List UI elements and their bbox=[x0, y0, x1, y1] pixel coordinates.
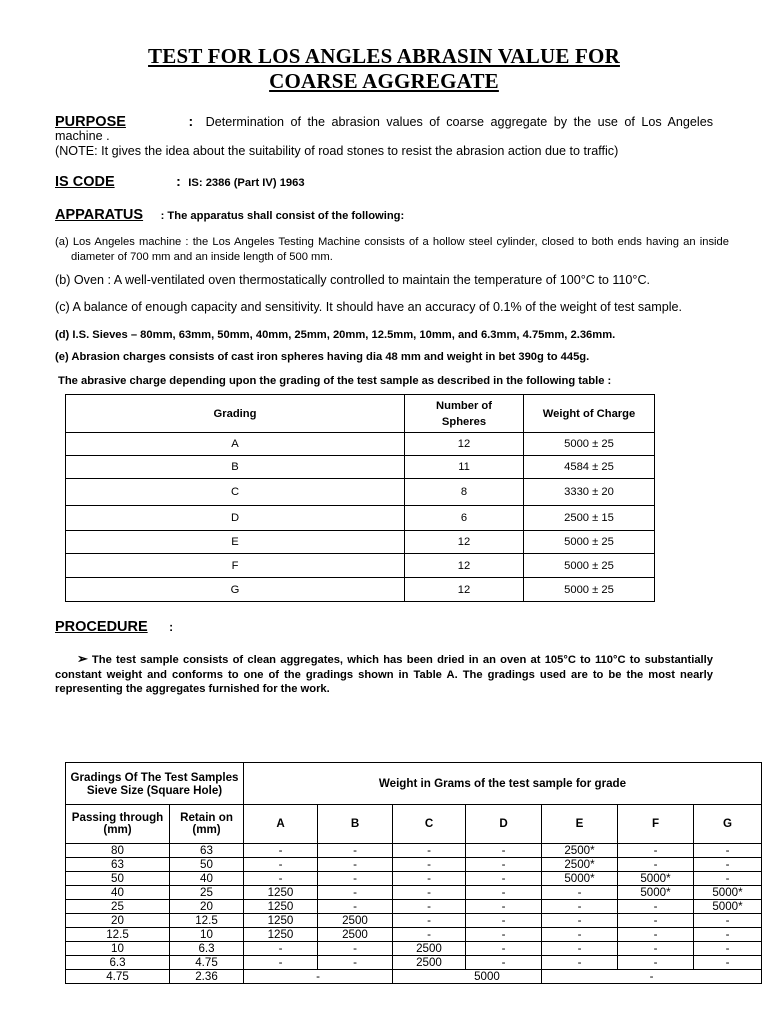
spheres-cell: 12 bbox=[405, 554, 524, 578]
retain-cell: 4.75 bbox=[170, 956, 244, 970]
apparatus-intro: : The apparatus shall consist of the following: bbox=[160, 210, 405, 222]
grading-table-header-row bbox=[66, 763, 762, 805]
charge-table-header-row bbox=[66, 395, 655, 433]
weight-cell: 1250 bbox=[244, 886, 318, 900]
table-row bbox=[66, 872, 762, 886]
table-row bbox=[66, 970, 762, 984]
weight-cell: 2500 bbox=[318, 914, 393, 928]
purpose-colon: : bbox=[188, 113, 194, 129]
apparatus-label: APPARATUS bbox=[55, 207, 144, 223]
retain-cell: 6.3 bbox=[170, 942, 244, 956]
weight-cell: - bbox=[244, 942, 318, 956]
weight-cell: - bbox=[244, 956, 318, 970]
weight-cell: 2500 bbox=[393, 956, 466, 970]
weight-cell: 2500 bbox=[318, 928, 393, 942]
arrow-bullet-icon: ➢ bbox=[77, 651, 88, 666]
passing-cell: 80 bbox=[66, 844, 170, 858]
retain-cell: 20 bbox=[170, 900, 244, 914]
grading-cell: E bbox=[66, 531, 405, 554]
passing-cell: 12.5 bbox=[66, 928, 170, 942]
weight-cell: - bbox=[244, 872, 318, 886]
passing-cell: 63 bbox=[66, 858, 170, 872]
apparatus-item-e: (e) Abrasion charges consists of cast iron spheres having dia 48 mm and weight in bet 390g to 445g. bbox=[55, 351, 590, 363]
weight-cell: - bbox=[393, 844, 466, 858]
weight-cell: - bbox=[618, 942, 694, 956]
page-title bbox=[0, 44, 768, 94]
grading-table-subheader-row bbox=[66, 805, 762, 844]
header-number-of-spheres: Number of Spheres bbox=[405, 395, 524, 433]
weight-cell: - bbox=[466, 844, 542, 858]
table-row bbox=[66, 844, 762, 858]
weight-cell: - bbox=[694, 844, 762, 858]
weight-cell: 5000* bbox=[618, 872, 694, 886]
table-row bbox=[66, 456, 655, 479]
weight-cell: - bbox=[542, 942, 618, 956]
weight-cell: - bbox=[393, 858, 466, 872]
charge-cell: 2500 ± 15 bbox=[524, 506, 655, 531]
weight-cell: - bbox=[318, 872, 393, 886]
procedure-colon: : bbox=[169, 620, 174, 634]
apparatus-item-b: (b) Oven : A well-ventilated oven thermostatically controlled to maintain the temperature of 100°C to 110°C. bbox=[55, 273, 651, 287]
weight-cell: - bbox=[542, 900, 618, 914]
table-row bbox=[66, 914, 762, 928]
grade-e-header: E bbox=[542, 805, 618, 844]
weight-cell: - bbox=[244, 844, 318, 858]
grading-cell: A bbox=[66, 433, 405, 456]
purpose-text: Determination of the abrasion values of coarse aggregate by the use of Los Angeles machine . bbox=[55, 115, 714, 143]
retain-on-header: Retain on (mm) bbox=[170, 805, 244, 844]
passing-cell: 4.75 bbox=[66, 970, 170, 984]
spheres-cell: 12 bbox=[405, 578, 524, 602]
weight-cell: - bbox=[618, 928, 694, 942]
table-row bbox=[66, 928, 762, 942]
sieve-size-group-header: Gradings Of The Test Samples Sieve Size (Square Hole) bbox=[66, 763, 244, 805]
charge-cell: 5000 ± 25 bbox=[524, 433, 655, 456]
weight-cell: - bbox=[618, 900, 694, 914]
is-code-value: IS: 2386 (Part IV) 1963 bbox=[188, 177, 305, 189]
retain-cell: 10 bbox=[170, 928, 244, 942]
weight-cell: 5000* bbox=[694, 900, 762, 914]
weight-cell: - bbox=[466, 928, 542, 942]
spheres-cell: 8 bbox=[405, 479, 524, 506]
table-row bbox=[66, 479, 655, 506]
passing-cell: 20 bbox=[66, 914, 170, 928]
abrasive-charge-table bbox=[65, 394, 655, 602]
charge-cell: 5000 ± 25 bbox=[524, 554, 655, 578]
weight-cell: - bbox=[466, 872, 542, 886]
table-row bbox=[66, 433, 655, 456]
weight-cell: - bbox=[244, 858, 318, 872]
is-code-label: IS CODE bbox=[55, 174, 115, 190]
spheres-cell: 12 bbox=[405, 531, 524, 554]
weight-cell: - bbox=[318, 844, 393, 858]
grading-cell: C bbox=[66, 479, 405, 506]
weight-cell: - bbox=[694, 956, 762, 970]
weight-cell: - bbox=[694, 928, 762, 942]
table-row bbox=[66, 858, 762, 872]
weight-cell: - bbox=[393, 914, 466, 928]
weight-cell: - bbox=[694, 872, 762, 886]
weight-cell: - bbox=[466, 858, 542, 872]
title-line-1: TEST FOR LOS ANGLES ABRASIN VALUE FOR bbox=[148, 44, 620, 68]
retain-cell: 25 bbox=[170, 886, 244, 900]
passing-cell: 50 bbox=[66, 872, 170, 886]
procedure-heading bbox=[55, 620, 713, 634]
procedure-text: The test sample consists of clean aggregates, which has been dried in an oven at 105°C to 110°C to substantially constant weight and conforms to one of the gradings shown in Table A. The gradings used are to be the most nearly representing the aggregates furnished for the work. bbox=[55, 654, 713, 695]
apparatus-item-c: (c) A balance of enough capacity and sensitivity. It should have an accuracy of 0.1% of the weight of test sample. bbox=[55, 300, 683, 314]
weight-cell: - bbox=[466, 956, 542, 970]
weight-cell: - bbox=[393, 928, 466, 942]
weight-cell: - bbox=[466, 914, 542, 928]
grade-c-header: C bbox=[393, 805, 466, 844]
sample-grading-table bbox=[65, 762, 762, 984]
grade-f-header: F bbox=[618, 805, 694, 844]
passing-cell: 40 bbox=[66, 886, 170, 900]
purpose-label: PURPOSE bbox=[55, 114, 126, 130]
grading-cell: F bbox=[66, 554, 405, 578]
weight-cell-cd: 5000 bbox=[393, 970, 542, 984]
weight-group-header: Weight in Grams of the test sample for grade bbox=[244, 763, 762, 805]
procedure-label: PROCEDURE bbox=[55, 619, 148, 635]
retain-cell: 50 bbox=[170, 858, 244, 872]
weight-cell: - bbox=[618, 844, 694, 858]
passing-cell: 10 bbox=[66, 942, 170, 956]
retain-cell: 12.5 bbox=[170, 914, 244, 928]
weight-cell: - bbox=[618, 914, 694, 928]
charge-cell: 5000 ± 25 bbox=[524, 531, 655, 554]
apparatus-item-a: (a) Los Angeles machine : the Los Angeles Testing Machine consists of a hollow steel cylinder, closed to both ends having an inside diameter of 700 mm and an inside length of 500 mm. bbox=[55, 236, 729, 263]
weight-cell: - bbox=[618, 858, 694, 872]
is-code-colon: : bbox=[176, 173, 181, 189]
retain-cell: 63 bbox=[170, 844, 244, 858]
weight-cell: 1250 bbox=[244, 914, 318, 928]
weight-cell: - bbox=[466, 942, 542, 956]
spheres-cell: 11 bbox=[405, 456, 524, 479]
charge-cell: 4584 ± 25 bbox=[524, 456, 655, 479]
weight-cell: 1250 bbox=[244, 928, 318, 942]
grade-b-header: B bbox=[318, 805, 393, 844]
grading-cell: G bbox=[66, 578, 405, 602]
weight-cell: 2500* bbox=[542, 858, 618, 872]
weight-cell: 2500* bbox=[542, 844, 618, 858]
apparatus-item-d: (d) I.S. Sieves – 80mm, 63mm, 50mm, 40mm, 25mm, 20mm, 12.5mm, 10mm, and 6.3mm, 4.75mm, 2.36mm. bbox=[55, 329, 616, 341]
table-row bbox=[66, 506, 655, 531]
table-row bbox=[66, 531, 655, 554]
weight-cell: - bbox=[542, 914, 618, 928]
weight-cell-efg: - bbox=[542, 970, 762, 984]
title-line-2: COARSE AGGREGATE bbox=[269, 69, 499, 93]
passing-cell: 6.3 bbox=[66, 956, 170, 970]
weight-cell: - bbox=[318, 900, 393, 914]
weight-cell: - bbox=[694, 914, 762, 928]
weight-cell: - bbox=[542, 886, 618, 900]
table-row bbox=[66, 956, 762, 970]
weight-cell: - bbox=[318, 942, 393, 956]
weight-cell: - bbox=[466, 900, 542, 914]
passing-through-header: Passing through (mm) bbox=[66, 805, 170, 844]
table-row bbox=[66, 578, 655, 602]
charge-cell: 3330 ± 20 bbox=[524, 479, 655, 506]
weight-cell: - bbox=[618, 956, 694, 970]
purpose-block bbox=[55, 114, 713, 143]
weight-cell: - bbox=[318, 956, 393, 970]
weight-cell: - bbox=[694, 858, 762, 872]
passing-cell: 25 bbox=[66, 900, 170, 914]
purpose-note: (NOTE: It gives the idea about the suitability of road stones to resist the abrasion action due to traffic) bbox=[55, 144, 619, 158]
weight-cell: - bbox=[393, 872, 466, 886]
charge-table-intro: The abrasive charge depending upon the grading of the test sample as described in the following table : bbox=[58, 375, 612, 387]
table-row bbox=[66, 554, 655, 578]
grade-g-header: G bbox=[694, 805, 762, 844]
weight-cell: - bbox=[393, 886, 466, 900]
table-row bbox=[66, 886, 762, 900]
weight-cell: - bbox=[393, 900, 466, 914]
grading-table-body bbox=[66, 844, 762, 970]
weight-cell: 2500 bbox=[393, 942, 466, 956]
weight-cell: - bbox=[318, 886, 393, 900]
header-weight-of-charge: Weight of Charge bbox=[524, 395, 655, 433]
procedure-paragraph bbox=[55, 652, 713, 697]
retain-cell: 40 bbox=[170, 872, 244, 886]
weight-cell: - bbox=[318, 858, 393, 872]
grade-a-header: A bbox=[244, 805, 318, 844]
weight-cell: - bbox=[542, 928, 618, 942]
weight-cell: 1250 bbox=[244, 900, 318, 914]
table-row bbox=[66, 942, 762, 956]
spheres-cell: 12 bbox=[405, 433, 524, 456]
retain-cell: 2.36 bbox=[170, 970, 244, 984]
grade-d-header: D bbox=[466, 805, 542, 844]
charge-cell: 5000 ± 25 bbox=[524, 578, 655, 602]
grading-cell: D bbox=[66, 506, 405, 531]
table-row bbox=[66, 900, 762, 914]
weight-cell: - bbox=[542, 956, 618, 970]
weight-cell: - bbox=[694, 942, 762, 956]
is-code-block bbox=[55, 174, 713, 190]
grading-cell: B bbox=[66, 456, 405, 479]
weight-cell: 5000* bbox=[542, 872, 618, 886]
weight-cell-ab: - bbox=[244, 970, 393, 984]
weight-cell: 5000* bbox=[618, 886, 694, 900]
header-grading: Grading bbox=[66, 395, 405, 433]
weight-cell: - bbox=[466, 886, 542, 900]
weight-cell: 5000* bbox=[694, 886, 762, 900]
spheres-cell: 6 bbox=[405, 506, 524, 531]
apparatus-heading bbox=[55, 208, 713, 223]
